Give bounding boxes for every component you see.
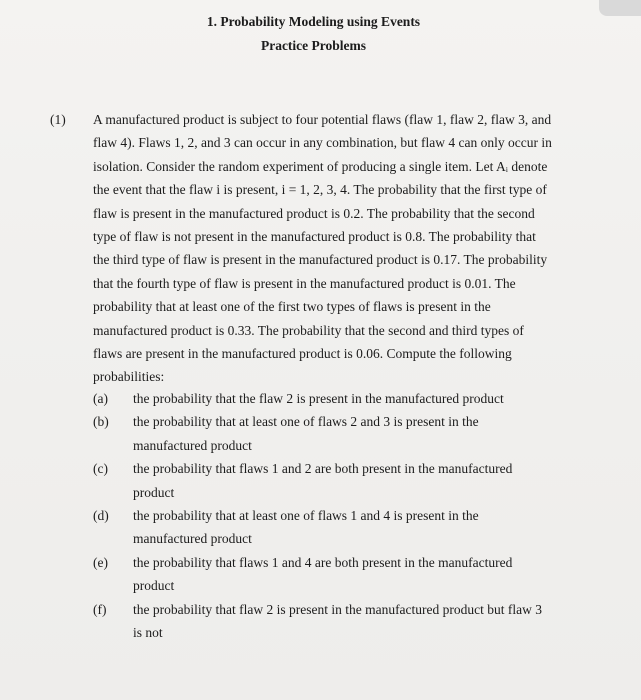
subquestion-label: (d): [93, 508, 109, 524]
problem-statement: [93, 108, 575, 389]
statement-line: flaw is present in the manufactured product is 0.2. The probability that the second: [93, 205, 535, 221]
subquestion-f: [93, 598, 563, 645]
subquestion-label: (c): [93, 461, 108, 477]
subquestion-text: [133, 551, 563, 598]
statement-line: flaw 4). Flaws 1, 2, and 3 can occur in any combination, but flaw 4 can only occur in: [93, 135, 552, 151]
subquestion-line: the probability that flaws 1 and 2 are both present in the manufactured: [133, 461, 513, 477]
subquestion-list: [93, 387, 563, 644]
subquestion-line: manufactured product: [133, 531, 252, 547]
subquestion-line: the probability that flaw 2 is present in the manufactured product but flaw 3: [133, 601, 543, 617]
subquestion-text: [133, 598, 563, 645]
statement-line: the third type of flaw is present in the manufactured product is 0.17. The probability: [93, 252, 548, 268]
subquestion-label: (e): [93, 554, 108, 570]
subquestion-label: (f): [93, 601, 107, 617]
subquestion-text: [133, 457, 563, 504]
statement-line: probabilities:: [93, 369, 165, 385]
subquestion-line: the probability that at least one of flaws 1 and 4 is present in the: [133, 508, 479, 524]
problem-number: (1): [50, 112, 66, 127]
statement-line: flaws are present in the manufactured product is 0.06. Compute the following: [93, 346, 512, 362]
subquestion-c: [93, 457, 563, 504]
subquestion-label: (b): [93, 414, 109, 430]
statement-line: A manufactured product is subject to four potential flaws (flaw 1, flaw 2, flaw 3, and: [93, 112, 552, 127]
subquestion-line: is not: [133, 625, 163, 641]
subquestion-line: product: [133, 484, 175, 500]
subquestion-d: [93, 504, 563, 551]
subquestion-line: the probability that flaws 1 and 4 are both present in the manufactured: [133, 554, 513, 570]
statement-line: that the fourth type of flaw is present in the manufactured product is 0.01. The: [93, 275, 516, 291]
subquestion-text: [133, 387, 563, 410]
subquestion-text: [133, 504, 563, 551]
subquestion-line: the probability that the flaw 2 is present in the manufactured product: [133, 391, 504, 406]
subquestion-label: (a): [93, 391, 108, 406]
subquestion-line: manufactured product: [133, 437, 252, 453]
subquestion-line: the probability that at least one of flaws 2 and 3 is present in the: [133, 414, 479, 430]
statement-line: manufactured product is 0.33. The probability that the second and third types of: [93, 322, 524, 338]
subquestion-text: [133, 410, 563, 457]
statement-line: isolation. Consider the random experiment of producing a single item. Let Aᵢ denote: [93, 158, 548, 174]
subquestion-a: [93, 387, 563, 410]
subquestion-b: [93, 410, 563, 457]
statement-line: the event that the flaw i is present, i = 1, 2, 3, 4. The probability that the first type of: [93, 182, 547, 198]
page-subtitle: Practice Problems: [260, 38, 367, 53]
statement-line: probability that at least one of the first two types of flaws is present in the: [93, 299, 491, 315]
page-title: 1. Probability Modeling using Events: [206, 14, 421, 29]
subquestion-line: product: [133, 578, 175, 594]
statement-line: type of flaw is not present in the manufactured product is 0.8. The probability that: [93, 229, 536, 245]
subquestion-e: [93, 551, 563, 598]
